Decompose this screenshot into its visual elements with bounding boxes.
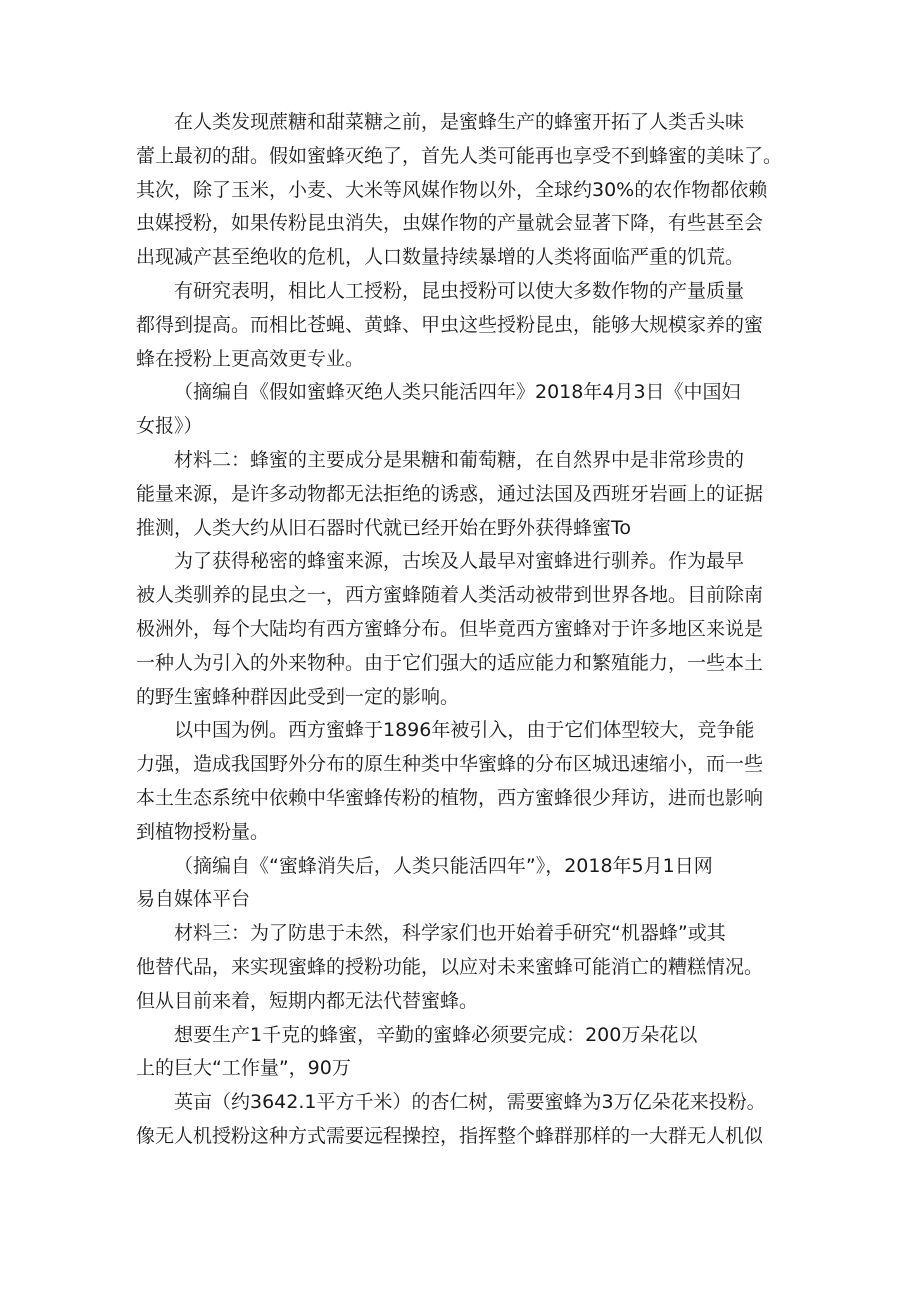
text-line: 其次，除了玉米，小麦、大米等风媒作物以外，全球约30%的农作物都依赖 — [136, 178, 768, 201]
text-line: 本土生态系统中依赖中华蜜蜂传粉的植物，西方蜜蜂很少拜访，进而也影响 — [136, 786, 764, 809]
text-line: 到植物授粉量。 — [136, 820, 270, 843]
text-line: 力强，造成我国野外分布的原生种类中华蜜蜂的分布区城迅速缩小，而一些 — [136, 753, 764, 776]
text-line: （摘编自《假如蜜蜂灭绝人类只能活四年》2018年4月3日《中国妇 — [174, 381, 741, 404]
paragraph — [136, 850, 802, 918]
text-line: 材料二：蜂蜜的主要成分是果糖和葡萄糖，在自然界中是非常珍贵的 — [174, 448, 745, 471]
text-line: 为了获得秘密的蜂蜜来源，古埃及人最早对蜜蜂进行驯养。作为最早 — [174, 550, 745, 573]
paragraph — [136, 545, 802, 714]
text-line: 英亩（约3642.1平方千米）的杏仁树，需要蜜蜂为3万亿朵花来投粉。 — [174, 1091, 766, 1114]
paragraph — [136, 444, 802, 545]
paragraph — [136, 1019, 802, 1087]
text-line: 想要生产1千克的蜂蜜，辛勤的蜜蜂必须要完成：200万朵花以 — [174, 1023, 698, 1046]
paragraph — [136, 275, 802, 376]
text-line: 蜂在授粉上更高效更专业。 — [136, 347, 365, 370]
text-line: 上的巨大“工作量”，90万 — [136, 1057, 351, 1080]
text-line: 推测，人类大约从旧石器时代就已经开始在野外获得蜂蜜To — [136, 516, 632, 539]
text-line: 被人类驯养的昆虫之一，西方蜜蜂随着人类活动被带到世界各地。目前除南 — [136, 584, 764, 607]
text-line: 能量来源，是许多动物都无法拒绝的诱惑，通过法国及西班牙岩画上的证据 — [136, 482, 764, 505]
text-line: 虫媒授粉，如果传粉昆虫消失，虫媒作物的产量就会显著下降，有些甚至会 — [136, 212, 764, 235]
paragraph — [136, 106, 802, 275]
paragraph — [136, 917, 802, 1018]
paragraph — [136, 714, 802, 849]
text-line: 出现减产甚至绝收的危机，人口数量持续暴增的人类将面临严重的饥荒。 — [136, 246, 745, 269]
text-line: 都得到提高。而相比苍蝇、黄蜂、甲虫这些授粉昆虫，能够大规模家养的蜜 — [136, 313, 764, 336]
text-line: （摘编自《“蜜蜂消失后，人类只能活四年”》，2018年5月1日网 — [174, 854, 713, 877]
paragraph — [136, 376, 802, 444]
text-line: 以中国为例。西方蜜蜂于1896年被引入，由于它们体型较大，竞争能 — [174, 719, 755, 742]
text-line: 易自媒体平台 — [136, 888, 251, 911]
text-line: 有研究表明，相比人工授粉，昆虫授粉可以使大多数作物的产量质量 — [174, 279, 745, 302]
text-line: 极洲外，每个大陆均有西方蜜蜂分布。但毕竟西方蜜蜂对于许多地区来说是 — [136, 617, 764, 640]
text-line: 女报》） — [136, 415, 203, 438]
paragraph — [136, 1086, 802, 1154]
text-line: 他替代品，来实现蜜蜂的授粉功能，以应对未来蜜蜂可能消亡的糟糕情况。 — [136, 955, 764, 978]
text-line: 蕾上最初的甜。假如蜜蜂灭绝了，首先人类可能再也享受不到蜂蜜的美味了。 — [136, 144, 783, 167]
text-line: 在人类发现蔗糖和甜菜糖之前，是蜜蜂生产的蜂蜜开拓了人类舌头味 — [174, 111, 745, 133]
text-line: 一种人为引入的外来物种。由于它们强大的适应能力和繁殖能力，一些本土 — [136, 651, 764, 674]
text-line: 像无人机授粉这种方式需要远程操控，指挥整个蜂群那样的一大群无人机似 — [136, 1124, 764, 1147]
text-line: 的野生蜜蜂种群因此受到一定的影响。 — [136, 685, 460, 708]
text-line: 但从目前来着，短期内都无法代替蜜蜂。 — [136, 989, 479, 1012]
text-line: 材料三：为了防患于未然，科学家们也开始着手研究“机器蜂”或其 — [174, 922, 726, 945]
document-body — [136, 106, 802, 1154]
